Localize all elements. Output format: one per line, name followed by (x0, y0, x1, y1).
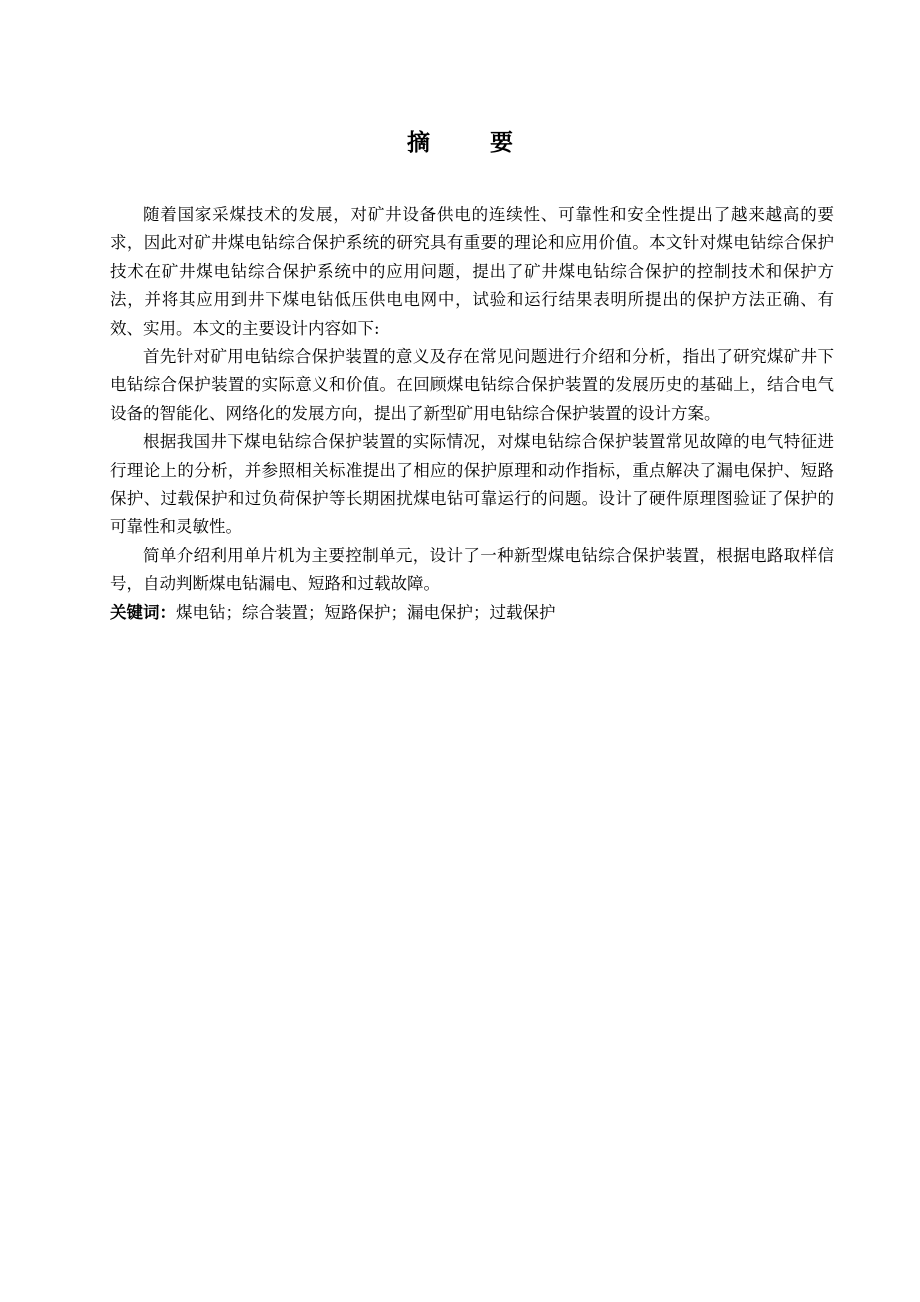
abstract-paragraph-4: 简单介绍利用单片机为主要控制单元，设计了一种新型煤电钻综合保护装置，根据电路取样信号，自动判断煤电钻漏电、短路和过载故障。 (110, 545, 834, 594)
keywords-line (110, 599, 834, 627)
keywords-label: 关键词： (110, 602, 176, 622)
abstract-title: 摘 要 (406, 130, 539, 156)
abstract-paragraph-2: 首先针对矿用电钻综合保护装置的意义及存在常见问题进行介绍和分析，指出了研究煤矿井下电钻综合保护装置的实际意义和价值。在回顾煤电钻综合保护装置的发展历史的基础上，结合电气设备的智能化、网络化的发展方向，提出了新型矿用电钻综合保护装置的设计方案。 (110, 347, 834, 423)
abstract-body (110, 201, 834, 627)
abstract-paragraph-1: 随着国家采煤技术的发展，对矿井设备供电的连续性、可靠性和安全性提出了越来越高的要求，因此对矿井煤电钻综合保护系统的研究具有重要的理论和应用价值。本文针对煤电钻综合保护技术在矿井煤电钻综合保护系统中的应用问题，提出了矿井煤电钻综合保护的控制技术和保护方法，并将其应用到井下煤电钻低压供电电网中，试验和运行结果表明所提出的保护方法正确、有效、实用。本文的主要设计内容如下: (110, 205, 834, 338)
keywords-text: 煤电钻；综合装置；短路保护；漏电保护；过载保护 (176, 602, 556, 622)
abstract-paragraph-3: 根据我国井下煤电钻综合保护装置的实际情况，对煤电钻综合保护装置常见故障的电气特征进行理论上的分析，并参照相关标准提出了相应的保护原理和动作指标，重点解决了漏电保护、短路保护、过载保护和过负荷保护等长期困扰煤电钻可靠运行的问题。设计了硬件原理图验证了保护的可靠性和灵敏性。 (110, 432, 834, 537)
